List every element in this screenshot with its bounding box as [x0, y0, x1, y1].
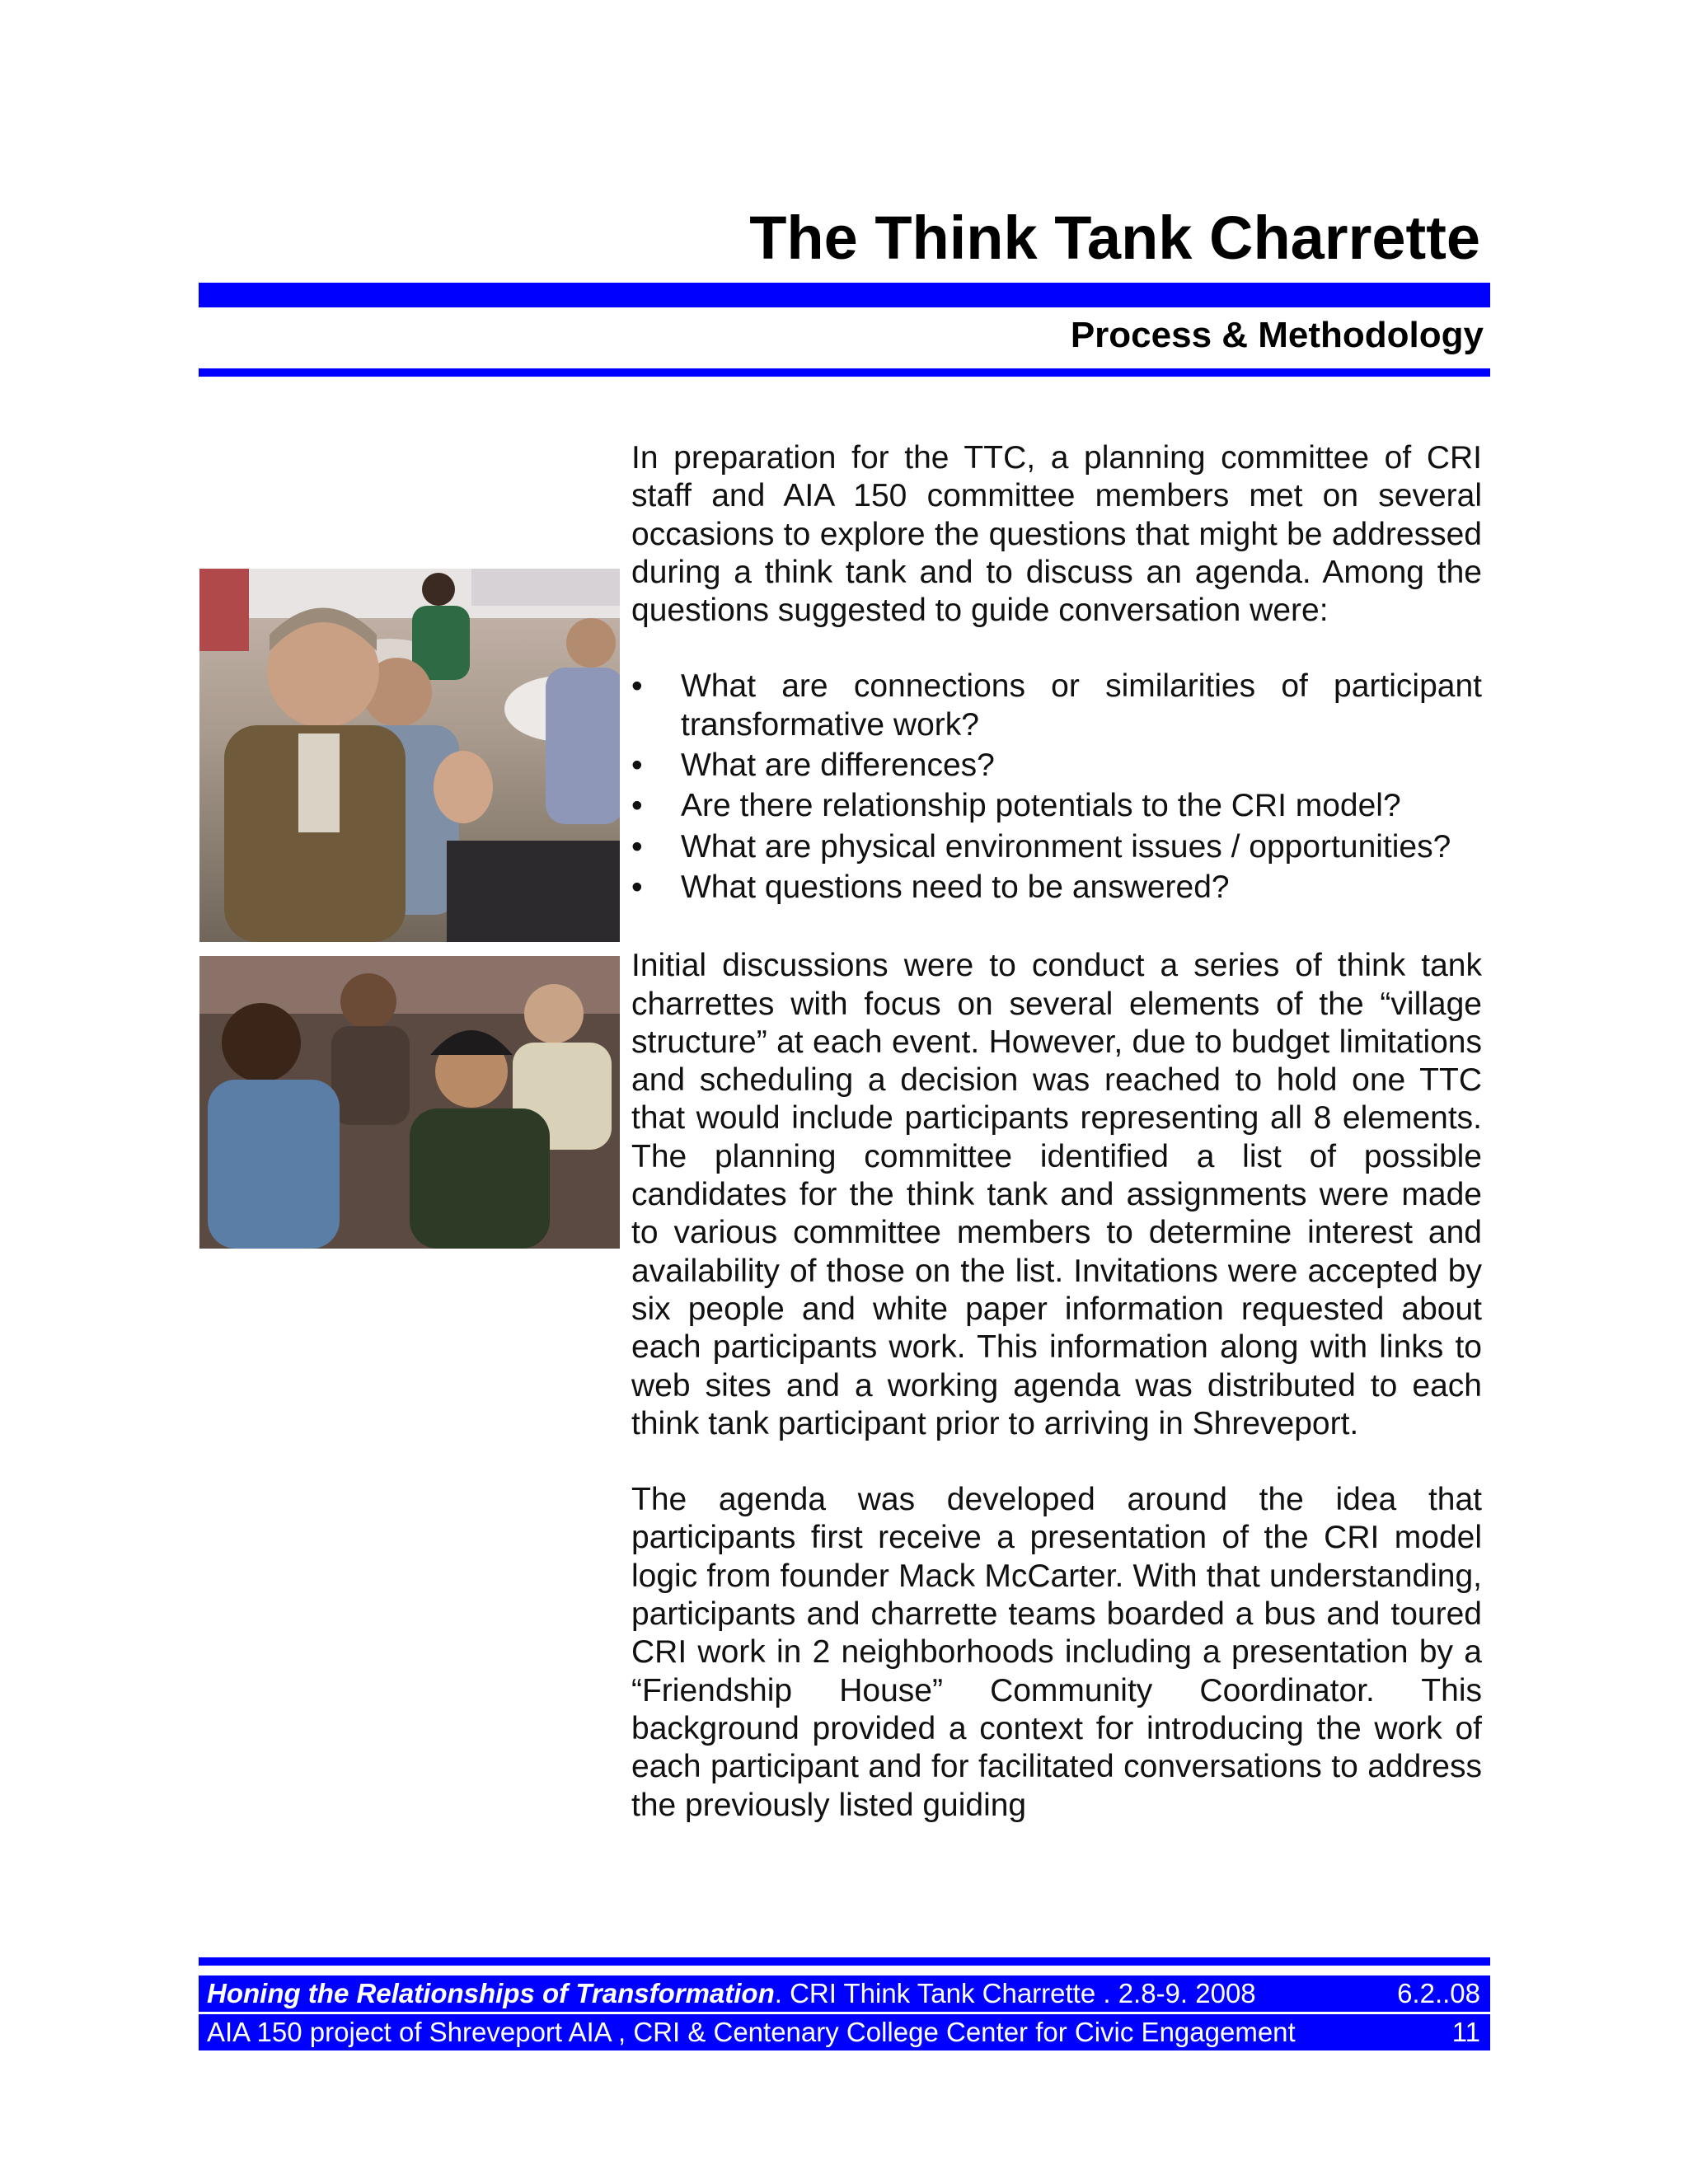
list-item: • What questions need to be answered? — [631, 869, 1482, 907]
footer-project-credit: AIA 150 project of Shreveport AIA , CRI & Centenary College Center for Civic Engagement — [207, 2017, 1296, 2047]
footer-event-info: . CRI Think Tank Charrette . 2.8-9. 2008 — [774, 1978, 1256, 2008]
list-item: • What are physical environment issues / opportunities? — [631, 828, 1482, 866]
planning-paragraph: Initial discussions were to conduct a series of think tank charrettes with focus on several elements of the “village structure” at each event. However, due to budget limitations and scheduling a decision was reached to hold one TTC that would include participants representing all 8 elements. The planning committee identified a list of possible candidates for the think tank and assignments were made to various committee members to determine interest and availability of those on the list. Invitations were accepted by six people and white paper information requested about each participants work. This information along with links to web sites and a working agenda was distributed to each think tank participant prior to arriving in Shreveport. — [631, 948, 1482, 1441]
footer-line-2 — [199, 2012, 1490, 2050]
agenda-paragraph: The agenda was developed around the idea that participants first receive a presentation of the CRI model logic from founder Mack McCarter. With that understanding, participants and charrette teams boarded a bus and toured CRI work in 2 neighborhoods including a presentation by a “Friendship House” Community Coordinator. This background provided a context for introducing the work of each participant and for facilitated conversations to address the previously listed guiding — [631, 1482, 1482, 1823]
intro-paragraph: In preparation for the TTC, a planning committee of CRI staff and AIA 150 committee members met on several occasions to explore the questions that might be addressed during a think tank and to discuss an agenda. Among the questions suggested to guide conversation were: — [631, 440, 1482, 629]
list-item: • What are differences? — [631, 747, 1482, 785]
list-item: • Are there relationship potentials to the CRI model? — [631, 787, 1482, 825]
list-item: • What are connections or similarities of participant transformative work? — [631, 668, 1482, 744]
footer-line-1 — [199, 1975, 1490, 2012]
section-subtitle: Process & Methodology — [1070, 315, 1484, 355]
footer-rule — [199, 1957, 1490, 1966]
footer-publication-title: Honing the Relationships of Transformation — [207, 1978, 775, 2008]
header-rule-thick — [199, 283, 1490, 307]
header-rule-thin — [199, 368, 1490, 377]
meeting-photo-2 — [199, 956, 620, 1249]
guiding-questions-list — [631, 668, 1482, 907]
body-text — [631, 439, 1482, 1825]
meeting-photo-1 — [199, 569, 620, 942]
page-title: The Think Tank Charrette — [749, 204, 1480, 272]
footer-date: 6.2..08 — [1397, 1978, 1480, 2008]
page-footer — [199, 1975, 1490, 2050]
page-number: 11 — [1451, 2017, 1480, 2047]
